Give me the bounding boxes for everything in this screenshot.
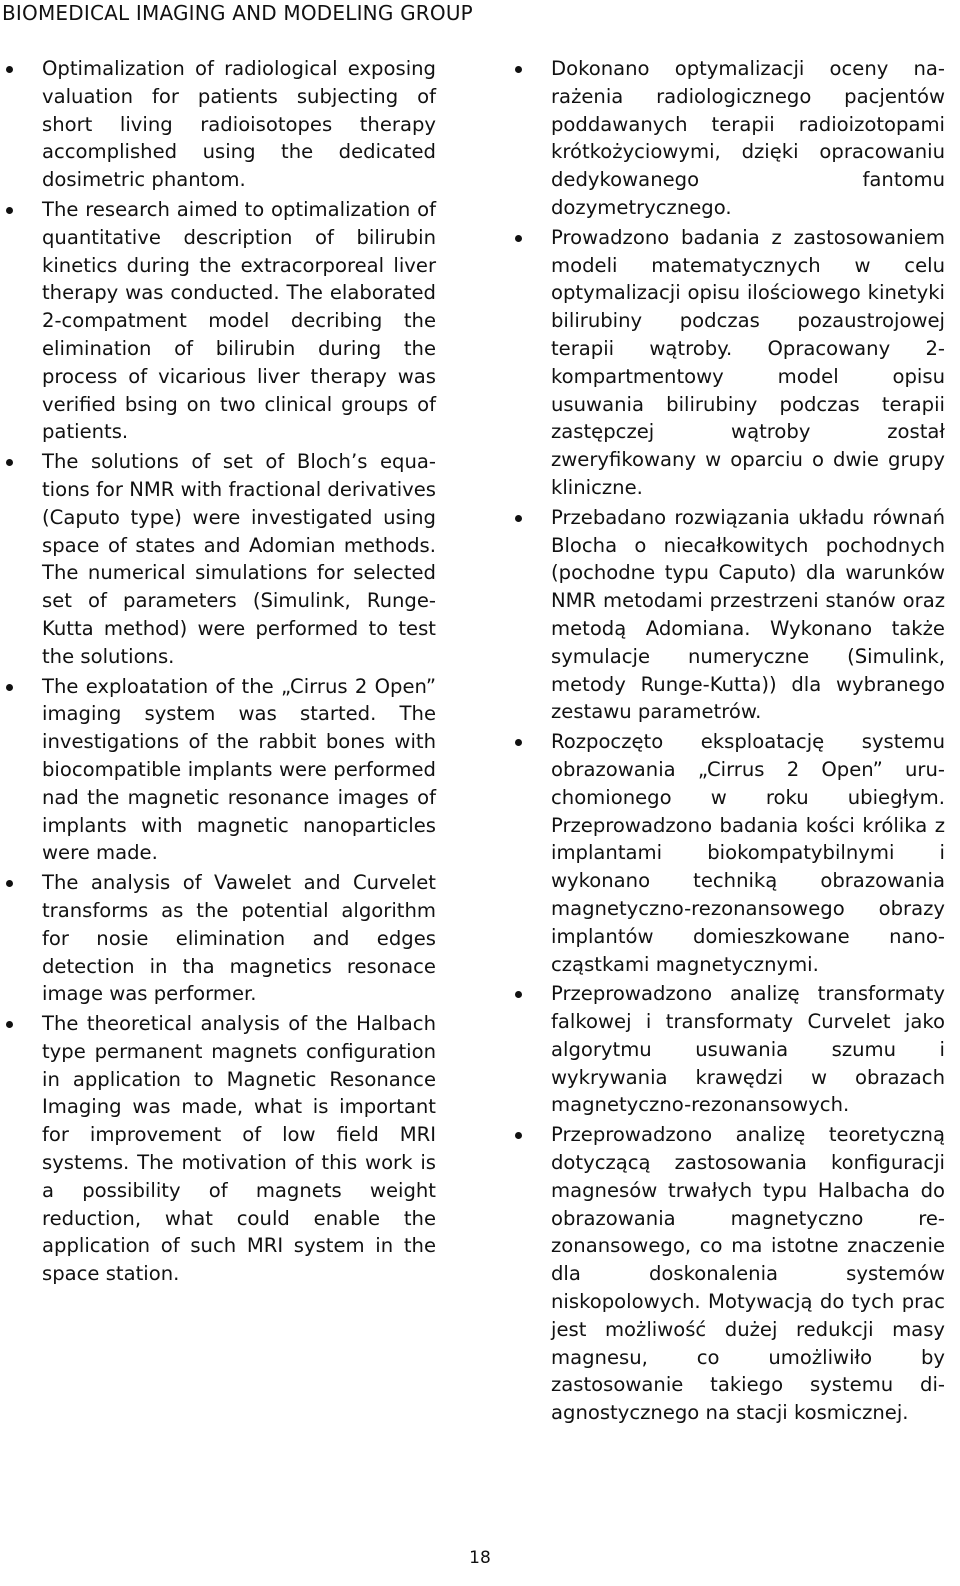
list-item [42,673,436,868]
list-item-text: The analysis of Vawelet and Curvelet transforms as the potential algorithm for nosie elimination and edges detection in tha magnetics resonace image was performer. [42,871,436,1006]
polish-column [551,55,945,1429]
list-item [551,55,945,222]
bullet-icon [515,1132,522,1139]
bullet-icon [515,739,522,746]
list-item-text: Prowadzono badania z zastosowaniem modeli matematycznych w celu optymalizacji opisu ilościowego kinetyki bilirubiny podczas pozaustrojowej terapii wątroby. Opracowany 2-kompartmentowy model opisu usuwania bilirubiny podczas terapii zastępczej wątroby został zweryfikowany w oparciu o dwie grupy kliniczne. [551,225,945,499]
list-item [551,1121,945,1427]
list-item-text: The theoretical analysis of the Halbach type permanent magnets configuration in application to Magnetic Resonance Imaging was made, what is important for improvement of low field MRI systems. The motivation of this work is a possibility of magnets weight reduction, what could enable the application of such MRI system in the space station. [42,1012,436,1286]
list-item-text: Przeprowadzono analizę transformaty falkowej i transformaty Curvelet jako algorytmu usuwania szumu i wykrywania krawędzi w obrazach magnetyczno-rezonansowych. [551,982,945,1117]
list-item-text: Optimalization of radiological exposing valuation for patients subjecting of short living radioisotopes therapy accomplished using the dedicated dosimetric phantom. [42,57,436,192]
list-item-text: The solutions of set of Bloch’s equations for NMR with fractional derivatives (Caputo type) were investigated using space of states and Adomian methods. The numerical simulations for selected set of parameters (Simulink, Runge-Kutta method) were performed to test the solutions. [42,450,436,668]
bullet-icon [6,880,13,887]
list-item [551,224,945,502]
bullet-icon [515,66,522,73]
bullet-icon [6,684,13,691]
list-item-text: Rozpoczęto eksploatację systemu obrazowania „Cirrus 2 Open” uruchomionego w roku ubiegłym. Przeprowadzono badania kości królika z implantami biokompatybilnymi i wykonano techniką obrazowania magnetyczno-rezonansowego obrazy implantów domieszkowane nanocząstkami magnetycznymi. [551,730,945,976]
list-item [42,448,436,670]
page-number: 18 [469,1548,491,1568]
list-item [42,55,436,194]
list-item-text: Przeprowadzono analizę teoretyczną dotyczącą zastosowania konfiguracji magnesów trwałych typu Halbacha do obrazowania magnetyczno rezonansowego, co ma istotne znaczenie dla doskonalenia systemów niskopolowych. Motywacją do tych prac jest możliwość dużej redukcji masy magnesu, co umożliwiło by zastosowanie takiego systemu diagnostycznego na stacji kosmicznej. [551,1123,945,1425]
bullet-icon [6,66,13,73]
list-item [42,869,436,1008]
list-item [42,196,436,446]
bullet-icon [6,1021,13,1028]
list-item [551,504,945,726]
bullet-icon [515,515,522,522]
list-item-text: The research aimed to optimalization of quantitative description of bilirubin kinetics during the extracorporeal liver therapy was conducted. The elaborated 2-compatment model decribing the elimination of bilirubin during the process of vicarious liver therapy was verified bsing on two clinical groups of patients. [42,197,436,444]
list-item [42,1010,436,1288]
list-item [551,728,945,978]
list-item-text: The exploatation of the „Cirrus 2 Open” imaging system was started. The investigations of the rabbit bones with biocompatible implants were performed nad the magnetic resonance images of implants with magnetic nanoparticles were made. [42,674,436,865]
bullet-icon [6,207,13,214]
bullet-icon [515,991,522,998]
list-item [551,980,945,1119]
list-item-text: Przebadano rozwiązania układu równań Blocha o niecałkowitych pochodnych (pochodne typu Caputo) dla warunków NMR metodami przestrzeni stanów oraz metodą Adomiana. Wykonano także symulacje numeryczne (Simulink, metody Runge-Kutta)) dla wybranego zestawu parametrów. [551,505,945,724]
english-column [42,55,436,1290]
bullet-icon [6,459,13,466]
bullet-icon [515,235,522,242]
section-header: BIOMEDICAL IMAGING AND MODELING GROUP [2,1,473,25]
list-item-text: Dokonano optymalizacji oceny narażenia radiologicznego pacjentów poddawanych terapii radioizotopami krótkożyciowymi, dzięki opracowaniu dedykowanego fantomu dozymetrycznego. [551,57,945,219]
